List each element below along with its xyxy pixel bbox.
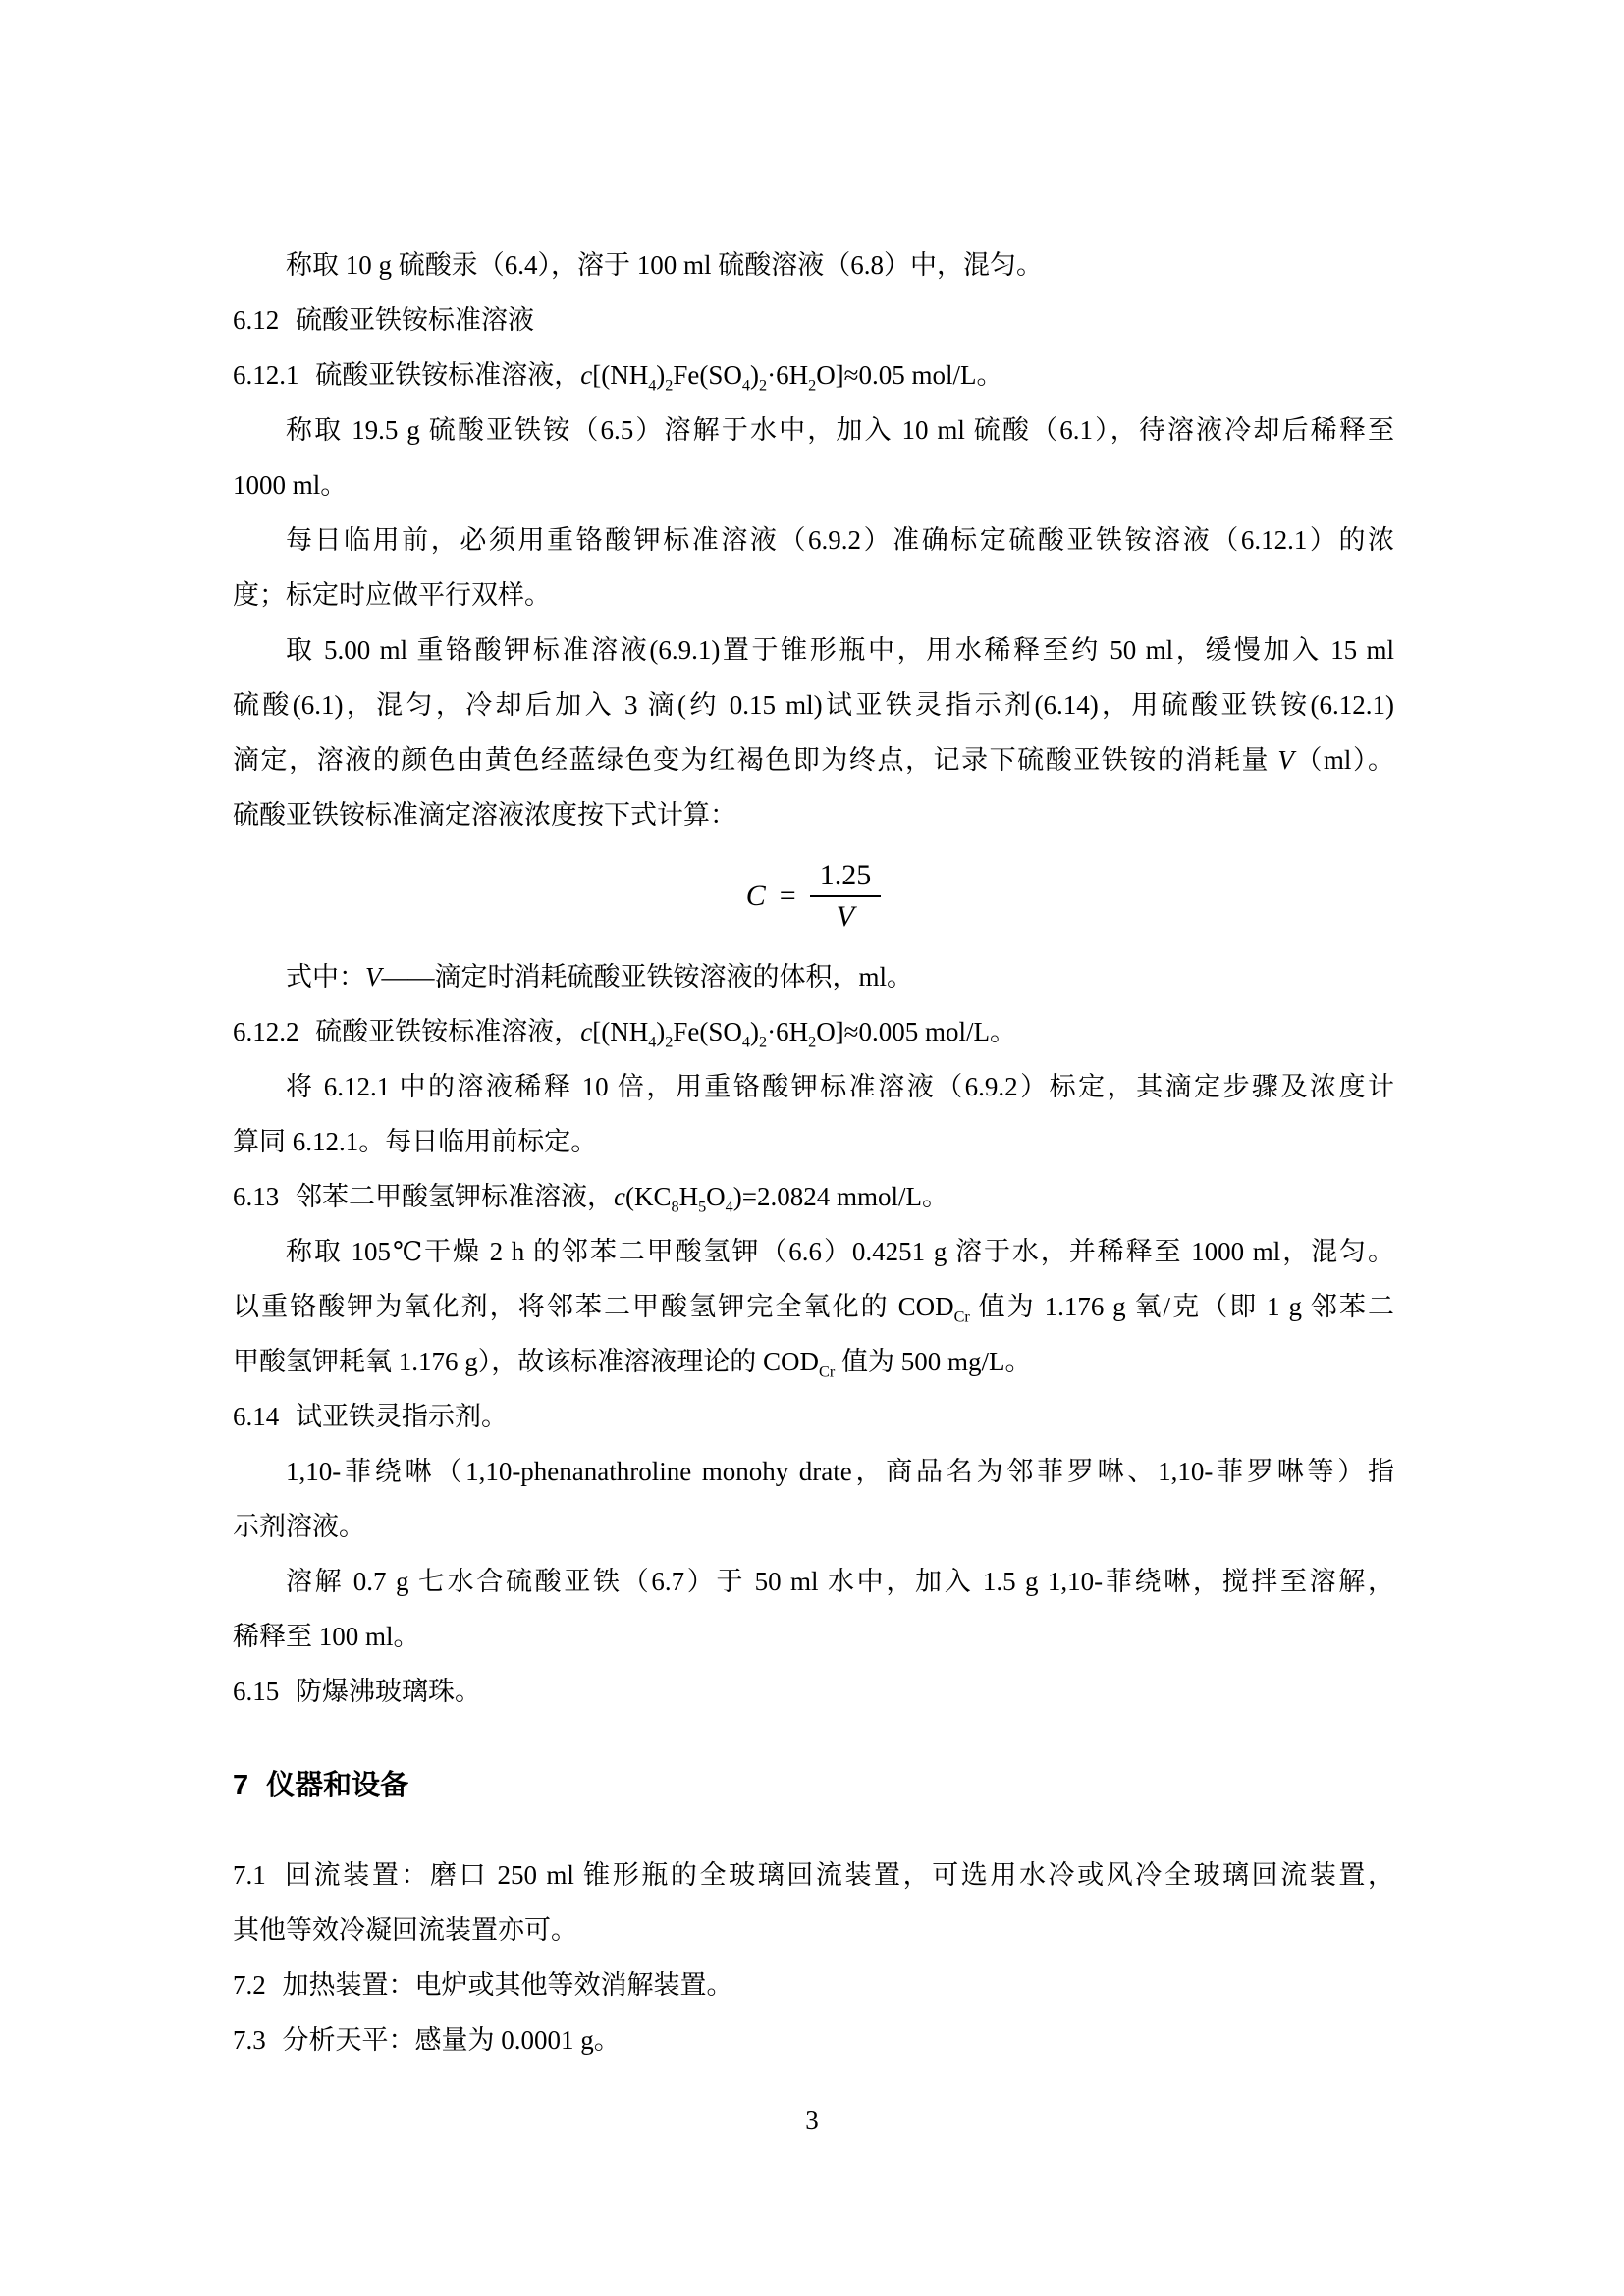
section-7-1: [233, 1847, 1394, 1902]
para-titration-3: [233, 732, 1394, 787]
text-segment: V: [1277, 745, 1294, 774]
text-segment: 稀释至 100 ml。: [233, 1622, 420, 1651]
text-segment: 每日临用前，必须用重铬酸钾标准溶液（6.9.2）准确标定硫酸亚铁铵溶液（6.12.1）的浓: [286, 525, 1394, 555]
text-segment: 2: [759, 376, 768, 395]
text-segment: c: [613, 1182, 625, 1211]
para-daily-calibration-end: [233, 567, 1394, 622]
formula-fraction: [810, 859, 882, 934]
text-segment: O: [706, 1182, 726, 1211]
text-segment: 算同 6.12.1。每日临用前标定。: [233, 1127, 598, 1156]
text-segment: 硫酸亚铁铵标准溶液，: [315, 1017, 581, 1046]
text-segment: Fe(SO: [673, 1017, 742, 1046]
text-segment: ——滴定时消耗硫酸亚铁铵溶液的体积，ml。: [381, 962, 914, 991]
text-segment: (KC: [624, 1182, 672, 1211]
section-7-2: [233, 1957, 1394, 2012]
section-number: 6.13: [233, 1182, 280, 1211]
text-segment: ): [750, 1017, 759, 1046]
section-number: 6.12.1: [233, 360, 299, 390]
para-titration-4: [233, 787, 1394, 842]
text-segment: 4: [648, 376, 657, 395]
section-6-12-2: [233, 1004, 1394, 1059]
text-segment: 以重铬酸钾为氧化剂，将邻苯二甲酸氢钾完全氧化的 COD: [233, 1292, 954, 1321]
text-segment: 2: [665, 376, 674, 395]
para-prepare-ferrous-end: [233, 457, 1394, 512]
para-titration-2: [233, 677, 1394, 732]
text-segment: 4: [741, 376, 750, 395]
formula-equals: =: [779, 879, 796, 912]
text-segment: 4: [648, 1033, 657, 1051]
text-segment: 8: [671, 1198, 679, 1216]
text-segment: 1,10-菲绕啉（1,10-phenanathroline monohy drate，商品名为邻菲罗啉、1,10-菲罗啉等）指: [286, 1457, 1394, 1486]
section-number: 6.14: [233, 1402, 280, 1431]
para-prepare-ferrous: [233, 402, 1394, 457]
text-segment: O]≈0.05 mol/L。: [816, 360, 1003, 390]
text-segment: （ml）。: [1293, 745, 1394, 774]
section-7-1-end: [233, 1902, 1394, 1957]
text-segment: 防爆沸玻璃珠。: [295, 1677, 481, 1706]
section-number: 7.1: [233, 1860, 266, 1890]
text-segment: 加热装置：电炉或其他等效消解装置。: [282, 1970, 733, 2000]
section-6-12-1: [233, 347, 1394, 402]
para-daily-calibration: [233, 512, 1394, 567]
text-segment: V: [365, 962, 382, 991]
text-segment: 仪器和设备: [266, 1770, 409, 1801]
text-segment: 将 6.12.1 中的溶液稀释 10 倍，用重铬酸钾标准溶液（6.9.2）标定，其滴定步骤及浓度计: [286, 1072, 1394, 1101]
text-segment: 值为 1.176 g 氧/克（即 1 g 邻苯二: [969, 1292, 1394, 1321]
text-segment: [(NH: [592, 360, 649, 390]
text-segment: ·6H: [767, 1017, 809, 1046]
text-segment: 其他等效冷凝回流装置亦可。: [233, 1915, 577, 1945]
section-number: 6.12: [233, 305, 280, 335]
text-segment: 4: [741, 1033, 750, 1051]
text-segment: 式中：: [286, 962, 365, 991]
text-segment: 硫酸亚铁铵标准滴定溶液浓度按下式计算：: [233, 800, 736, 829]
text-segment: 分析天平：感量为 0.0001 g。: [282, 2025, 621, 2055]
text-segment: 称取 19.5 g 硫酸亚铁铵（6.5）溶解于水中，加入 10 ml 硫酸（6.1），待溶液冷却后稀释至: [286, 415, 1394, 445]
section-number: 7.3: [233, 2025, 266, 2055]
text-segment: 称取 10 g 硫酸汞（6.4），溶于 100 ml 硫酸溶液（6.8）中，混匀。: [286, 250, 1044, 280]
para-formula-where: [233, 949, 1394, 1004]
section-heading-7: [233, 1758, 1394, 1813]
section-number: 7.2: [233, 1970, 266, 2000]
text-segment: ): [656, 1017, 666, 1046]
text-segment: 滴定，溶液的颜色由黄色经蓝绿色变为红褐色即为终点，记录下硫酸亚铁铵的消耗量: [233, 745, 1278, 774]
para-khp-1: [233, 1224, 1394, 1279]
text-segment: 溶解 0.7 g 七水合硫酸亚铁（6.7）于 50 ml 水中，加入 1.5 g 1,10-菲绕啉，搅拌至溶解，: [286, 1567, 1394, 1596]
section-number: 7: [233, 1770, 249, 1801]
text-segment: 试亚铁灵指示剂。: [295, 1402, 508, 1431]
text-segment: 硫酸亚铁铵标准溶液: [295, 305, 534, 335]
text-segment: 2: [808, 1033, 817, 1051]
text-segment: O]≈0.005 mol/L。: [816, 1017, 1016, 1046]
text-segment: 回流装置：磨口 250 ml 锥形瓶的全玻璃回流装置，可选用水冷或风冷全玻璃回流装置，: [282, 1860, 1394, 1890]
text-segment: 4: [725, 1198, 733, 1216]
section-6-15: [233, 1664, 1394, 1719]
para-phenanthroline-2: [233, 1499, 1394, 1554]
document-body: [233, 238, 1394, 2067]
section-7-3: [233, 2012, 1394, 2067]
text-segment: [(NH: [592, 1017, 649, 1046]
para-dilute-2: [233, 1114, 1394, 1169]
text-segment: Cr: [953, 1308, 970, 1326]
section-number: 6.15: [233, 1677, 280, 1706]
text-segment: 示剂溶液。: [233, 1512, 365, 1541]
section-number: 6.12.2: [233, 1017, 299, 1046]
section-6-13: [233, 1169, 1394, 1224]
text-segment: 1000 ml。: [233, 470, 348, 500]
text-segment: ): [750, 360, 759, 390]
text-segment: Fe(SO: [673, 360, 742, 390]
text-segment: ·6H: [767, 360, 809, 390]
text-segment: 值为 500 mg/L。: [835, 1347, 1032, 1376]
text-segment: c: [580, 1017, 593, 1046]
text-segment: ): [656, 360, 666, 390]
text-segment: )=2.0824 mmol/L。: [732, 1182, 948, 1211]
text-segment: 邻苯二甲酸氢钾标准溶液，: [295, 1182, 614, 1211]
section-6-12: [233, 293, 1394, 347]
text-segment: c: [580, 360, 593, 390]
text-segment: 2: [759, 1033, 768, 1051]
page-number: 3: [805, 2106, 819, 2135]
text-segment: 甲酸氢钾耗氧 1.176 g），故该标准溶液理论的 COD: [233, 1347, 820, 1376]
para-mercury-sulfate: [233, 238, 1394, 293]
para-phenanthroline-1: [233, 1444, 1394, 1499]
para-dilute-1: [233, 1059, 1394, 1114]
text-segment: 硫酸(6.1)，混匀，冷却后加入 3 滴(约 0.15 ml)试亚铁灵指示剂(6.14)，用硫酸亚铁铵(6.12.1): [233, 690, 1394, 720]
text-segment: 取 5.00 ml 重铬酸钾标准溶液(6.9.1)置于锥形瓶中，用水稀释至约 50 ml，缓慢加入 15 ml: [286, 635, 1394, 665]
text-segment: 2: [808, 376, 817, 395]
text-segment: 称取 105℃干燥 2 h 的邻苯二甲酸氢钾（6.6）0.4251 g 溶于水，并稀释至 1000 ml，混匀。: [286, 1237, 1394, 1266]
text-segment: 5: [698, 1198, 707, 1216]
formula-concentration: [233, 842, 1394, 949]
para-khp-3: [233, 1334, 1394, 1389]
formula-denominator: V: [836, 899, 855, 933]
text-segment: 度；标定时应做平行双样。: [233, 580, 551, 610]
para-khp-2: [233, 1279, 1394, 1334]
text-segment: H: [678, 1182, 699, 1211]
formula-lhs: C: [745, 879, 766, 912]
section-6-14: [233, 1389, 1394, 1444]
text-segment: Cr: [819, 1362, 836, 1381]
text-segment: 硫酸亚铁铵标准溶液，: [315, 360, 581, 390]
para-titration-1: [233, 622, 1394, 677]
para-dissolve-2: [233, 1609, 1394, 1664]
text-segment: 2: [665, 1033, 674, 1051]
para-dissolve-1: [233, 1554, 1394, 1609]
formula-numerator: 1.25: [810, 859, 882, 897]
